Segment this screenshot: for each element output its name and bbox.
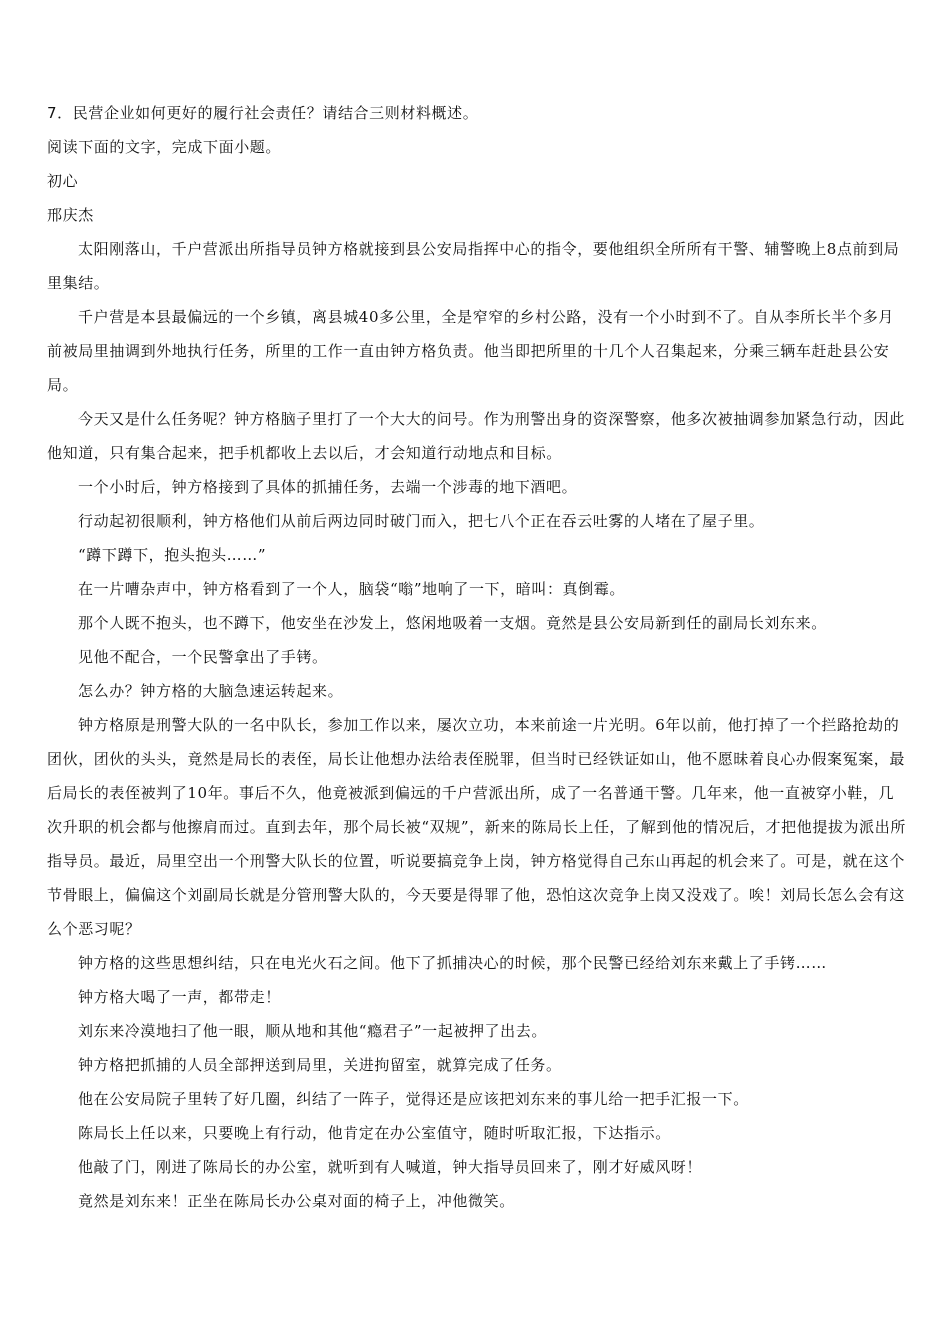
paragraph: 他敲了门，刚进了陈局长的办公室，就听到有人喊道，钟大指导员回来了，刚才好威风呀！ (78, 1158, 703, 1176)
paragraph: 行动起初很顺利，钟方格他们从前后两边同时破门而入，把七八个正在吞云吐雾的人堵在了屋子里。 (78, 512, 765, 530)
paragraph: 千户营是本县最偏远的一个乡镇，离县城40多公里，全是窄窄的乡村公路，没有一个小时到不了。自从李所长半个多月前被局里抽调到外地执行任务，所里的工作一直由钟方格负责。他当即把所里的十几个人召集起来，分乘三辆车赶赴县公安局。 (47, 308, 894, 394)
story-author: 邢庆杰 (47, 206, 94, 224)
paragraph: 钟方格的这些思想纠结，只在电光火石之间。他下了抓捕决心的时候，那个民警已经给刘东来戴上了手铐…… (78, 954, 827, 972)
paragraph: 在一片嘈杂声中，钟方格看到了一个人，脑袋“嗡”地响了一下，暗叫：真倒霉。 (78, 580, 625, 598)
paragraph: 那个人既不抱头，也不蹲下，他安坐在沙发上，悠闲地吸着一支烟。竟然是县公安局新到任的副局长刘东来。 (78, 614, 827, 632)
question-7: 7．民营企业如何更好的履行社会责任？请结合三则材料概述。 (47, 104, 479, 122)
document-page (47, 96, 909, 1218)
paragraph: 钟方格原是刑警大队的一名中队长，参加工作以来，屡次立功，本来前途一片光明。6年以前，他打掉了一个拦路抢劫的团伙，团伙的头头，竟然是局长的表侄，局长让他想办法给表侄脱罪，但当时已经铁证如山，他不愿昧着良心办假案冤案，最后局长的表侄被判了10年。事后不久，他竟被派到偏远的千户营派出所，成了一名普通干警。几年来，他一直被穿小鞋，几次升职的机会都与他擦肩而过。直到去年，那个局长被“双规”，新来的陈局长上任，了解到他的情况后，才把他提拔为派出所指导员。最近，局里空出一个刑警大队长的位置，听说要搞竞争上岗，钟方格觉得自己东山再起的机会来了。可是，就在这个节骨眼上，偏偏这个刘副局长就是分管刑警大队的，今天要是得罪了他，恐怕这次竞争上岗又没戏了。唉！刘局长怎么会有这么个恶习呢？ (47, 716, 906, 938)
paragraph: 太阳刚落山，千户营派出所指导员钟方格就接到县公安局指挥中心的指令，要他组织全所所有干警、辅警晚上8点前到局里集结。 (47, 240, 900, 292)
paragraph: “蹲下蹲下，抱头抱头……” (78, 546, 267, 564)
paragraph: 钟方格大喝了一声，都带走！ (78, 988, 281, 1006)
paragraph: 钟方格把抓捕的人员全部押送到局里，关进拘留室，就算完成了任务。 (78, 1056, 562, 1074)
paragraph: 竟然是刘东来！正坐在陈局长办公桌对面的椅子上，冲他微笑。 (78, 1192, 515, 1210)
paragraph: 怎么办？钟方格的大脑急速运转起来。 (78, 682, 344, 700)
paragraph: 陈局长上任以来，只要晚上有行动，他肯定在办公室值守，随时听取汇报，下达指示。 (78, 1124, 671, 1142)
paragraph: 今天又是什么任务呢？钟方格脑子里打了一个大大的问号。作为刑警出身的资深警察，他多次被抽调参加紧急行动，因此他知道，只有集合起来，把手机都收上去以后，才会知道行动地点和目标。 (47, 410, 905, 462)
paragraph: 他在公安局院子里转了好几圈，纠结了一阵子，觉得还是应该把刘东来的事儿给一把手汇报一下。 (78, 1090, 749, 1108)
paragraph: 刘东来冷漠地扫了他一眼，顺从地和其他“瘾君子”一起被押了出去。 (78, 1022, 547, 1040)
paragraph: 见他不配合，一个民警拿出了手铐。 (78, 648, 328, 666)
paragraph: 一个小时后，钟方格接到了具体的抓捕任务，去端一个涉毒的地下酒吧。 (78, 478, 578, 496)
reading-instruction: 阅读下面的文字，完成下面小题。 (47, 138, 282, 156)
story-title: 初心 (47, 172, 79, 190)
